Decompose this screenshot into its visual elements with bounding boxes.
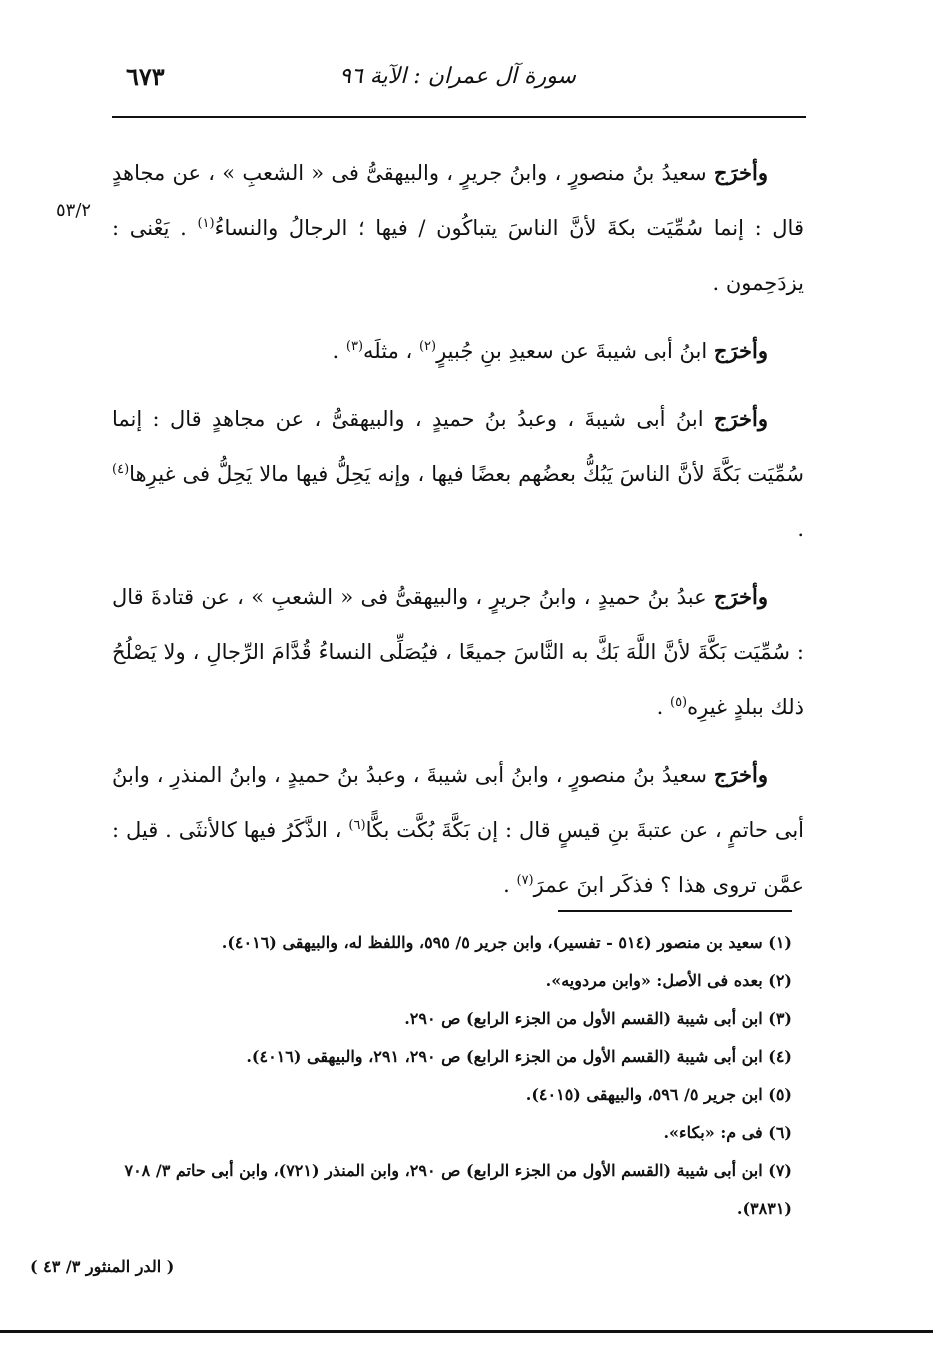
footnote-divider [558,910,792,912]
footnote-marker: (٣) [345,339,364,354]
paragraph-text: ابنُ أبى شيبةَ عن سعيدِ بنِ جُبيرٍ [436,339,708,363]
paragraph-tail: ، مثلَه [363,339,413,363]
paragraph-lead: وأخرَج [713,406,768,431]
footnote: (٦) فى م: «بكاء». [663,1123,792,1142]
paragraph-text: سعيدُ بنُ منصورٍ ، وابنُ جريرٍ ، والبيهقىُّ فى « الشعبِ » ، عن مجاهدٍ قال : إنما سُمِّيَت بكةَ لأنَّ الناسَ يتباكُون / فيها ؛ الرجالُ والنساءُ [112,161,804,240]
paragraph [112,569,804,735]
footnote: (١) سعيد بن منصور (٥١٤ - تفسير)، وابن جرير ٥/ ٥٩٥، واللفظ له، والبيهقى (٤٠١٦). [221,933,792,952]
paragraph-lead: وأخرَج [713,762,768,787]
footnote: (٣) ابن أبى شيبة (القسم الأول من الجزء الرابع) ص ٢٩٠. [404,1009,792,1028]
running-title: سورة آل عمران : الآية ٩٦ [339,64,576,89]
source-reference: ( الدر المنثور ٣/ ٤٣ ) [30,1257,175,1276]
paragraph-lead: وأخرَج [713,160,768,185]
paragraph [112,747,804,913]
footnote: (٢) بعده فى الأصل: «وابن مردويه». [545,971,792,990]
paragraph-lead: وأخرَج [713,584,768,609]
footnote-marker: (٥) [669,695,688,710]
footnote-marker: (٢) [418,339,437,354]
paragraph-tail: ، الذَّكَرُ فيها كالأنثَى . قيل : عمَّن تروى هذا ؟ فذكَر ابنَ عمرَ [112,818,804,897]
footnote-marker: (٧) [516,873,534,888]
footnote-marker: (٤) [112,462,130,477]
footnotes [100,924,792,1228]
main-text [112,145,804,925]
paragraph-text: سعيدُ بنُ منصورٍ ، وابنُ أبى شيبةَ ، وعبدُ بنُ حميدٍ ، وابنُ المنذرِ ، وابنُ أبى حاتمٍ ، عن عتبةَ بنِ قيسٍ قال : إن بَكَّةَ بُكَّت بكًّا [112,763,805,842]
bottom-divider [0,1330,933,1333]
footnote: (٥) ابن جرير ٥/ ٥٩٦، والبيهقى (٤٠١٥). [525,1085,792,1104]
paragraph-text: ابنُ أبى شيبةَ ، وعبدُ بنُ حميدٍ ، والبيهقىُّ ، عن مجاهدٍ قال : إنما سُمِّيَت بَكَّةَ لأنَّ الناسَ يَبُكُّ بعضُهم بعضًا فيها ، وإنه يَحِلُّ فيها مالا يَحِلُّ فى غيرِها [112,407,804,486]
footnote: (٤) ابن أبى شيبة (القسم الأول من الجزء الرابع) ص ٢٩٠، ٢٩١، والبيهقى (٤٠١٦). [246,1047,792,1066]
paragraph-lead: وأخرَج [713,338,768,363]
paragraph [112,323,804,379]
page-header [112,52,806,118]
footnote-marker: (٦) [348,818,366,833]
footnote-marker: (١) [197,216,215,231]
margin-reference: ٥٣/٢ [56,200,92,221]
paragraph-text: عبدُ بنُ حميدٍ ، وابنُ جريرٍ ، والبيهقىُّ فى « الشعبِ » ، عن قتادةَ قال : سُمِّيَت بَكَّةَ لأنَّ اللَّهَ بَكَّ به النَّاسَ جميعًا ، فيُصَلِّى النساءُ قُدَّامَ الرِّجالِ ، ولا يَصْلُحُ ذلك ببلدٍ غيرِه [112,585,804,719]
paragraph-tail: . [797,517,804,541]
page-number: ٦٧٣ [126,62,165,91]
paragraph-tail: . [503,873,510,897]
paragraph [112,391,804,557]
paragraph [112,145,804,311]
paragraph-tail: . يَعْنى : يزدَحِمون . [112,216,804,295]
footnote: (٧) ابن أبى شيبة (القسم الأول من الجزء الرابع) ص ٢٩٠، وابن المنذر (٧٢١)، وابن أبى حاتم ٣/ ٧٠٨ (٣٨٣١). [124,1161,792,1218]
paragraph-tail: . [656,695,664,719]
paragraph-tail: . [332,339,340,363]
